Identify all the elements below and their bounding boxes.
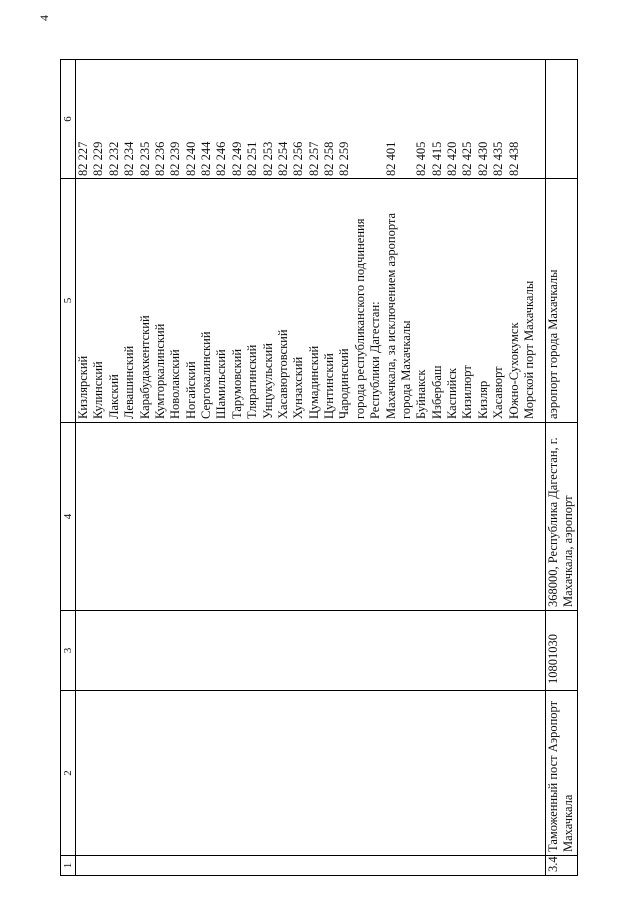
territory-list-item: Тарумовский <box>229 348 244 419</box>
page-number-container <box>20 0 60 40</box>
territory-list-item: Морской порт Махачкалы <box>521 280 536 419</box>
code-list-item: 82 249 <box>229 141 244 176</box>
rotated-sheet <box>60 60 608 876</box>
territory-list-item: Унцукульский <box>260 343 275 419</box>
page-number-svg <box>20 0 60 40</box>
code-list-item: 82 258 <box>322 141 336 176</box>
code-list-item: 82 251 <box>245 141 260 176</box>
territory-list-item: Левашинский <box>122 345 137 419</box>
code-list-item <box>368 63 383 176</box>
code-list-item: 82 405 <box>414 141 429 176</box>
post-oktmo <box>546 60 578 179</box>
territory-list-item: Карабудахкентский <box>137 315 152 419</box>
territory-list-item: Каспийск <box>445 368 459 419</box>
territory-list-item: Шамильский <box>214 349 229 419</box>
territory-list-item: Избербаш <box>429 365 444 419</box>
row-number: 3.4 <box>546 856 578 876</box>
code-list-item: 82 257 <box>306 141 321 176</box>
territory-list-item: Хунзахский <box>291 356 306 419</box>
territory-list-item: Кизлярский <box>76 355 90 419</box>
code-list-item: 82 259 <box>337 141 352 176</box>
header-col-4: 4 <box>61 423 76 611</box>
territory-list-item: Лакский <box>106 374 121 419</box>
code-list-item: 82 246 <box>214 141 229 176</box>
code-list-item: 82 415 <box>429 141 444 176</box>
cell-empty-4 <box>76 423 546 611</box>
territory-list-item: Махачкала, за исключением аэропорта <box>383 212 398 419</box>
code-list-item: 82 232 <box>106 141 121 176</box>
territory-list-item: Новолакский <box>168 349 183 419</box>
territory-list-cell <box>76 179 546 423</box>
territory-list-item: Тляратинский <box>245 344 260 419</box>
territory-list-item: Южно-Сухокумск <box>506 322 521 419</box>
code-list-item: 82 256 <box>291 141 306 176</box>
post-territory: аэропорт города Махачкалы <box>546 179 578 423</box>
header-col-2: 2 <box>61 691 76 856</box>
code-list-item <box>353 63 368 176</box>
territory-list-item: города республиканского подчинения <box>352 218 367 419</box>
code-list-item: 82 435 <box>491 141 506 176</box>
post-code: 10801030 <box>546 611 578 691</box>
code-list-item: 82 227 <box>76 141 90 176</box>
territory-list-item: Чародинский <box>337 348 352 419</box>
code-list-item: 82 420 <box>445 141 459 176</box>
list-row <box>76 60 546 876</box>
customs-table <box>60 59 578 876</box>
code-list-item: 82 430 <box>475 141 490 176</box>
code-list-item: 82 235 <box>137 141 152 176</box>
territory-list-item: Республики Дагестан: <box>368 301 383 419</box>
code-list-cell <box>76 60 546 179</box>
code-list-item: 82 239 <box>168 141 183 176</box>
header-col-1: 1 <box>61 856 76 876</box>
territory-list-item: Кумторкалинский <box>152 323 167 419</box>
territory-list-item: Кизилюрт <box>460 365 475 419</box>
page-number: 4 <box>37 15 51 21</box>
territory-list-item: Цумадинский <box>306 345 321 419</box>
table-row-3-4 <box>546 60 578 876</box>
code-list-item: 82 240 <box>183 141 198 176</box>
territory-list-item: Хасавюртовский <box>275 329 290 419</box>
code-list-item <box>522 63 537 176</box>
header-col-5: 5 <box>61 179 76 423</box>
header-row <box>61 60 76 876</box>
code-list-item: 82 438 <box>506 141 521 176</box>
territory-list-item: Хасавюрт <box>491 366 506 419</box>
cell-empty-1 <box>76 856 546 876</box>
territory-list-item: Сергокалинский <box>199 331 213 419</box>
territory-list-item: Буйнакск <box>414 369 429 419</box>
code-list-item: 82 425 <box>460 141 475 176</box>
code-list-item: 82 244 <box>199 141 213 176</box>
code-list-item: 82 253 <box>260 141 275 176</box>
document-table-area <box>60 60 608 876</box>
territory-list-item: Кизляр <box>475 380 490 419</box>
code-list-item: 82 229 <box>91 141 106 176</box>
code-list-item: 82 236 <box>152 141 167 176</box>
code-list-item: 82 254 <box>275 141 290 176</box>
cell-empty-3 <box>76 611 546 691</box>
territory-list-item: Цунтинский <box>322 353 336 419</box>
territory-list-item: Ногайский <box>183 361 198 419</box>
header-col-6: 6 <box>61 60 76 179</box>
code-list-item: 82 401 <box>383 141 398 176</box>
post-address: 368000, Республика Дагестан, г. Махачкала, аэропорт <box>546 423 578 611</box>
territory-list-item: Кулинский <box>91 361 106 419</box>
post-name: Таможенный пост Аэропорт Махачкала <box>546 691 578 856</box>
header-col-3: 3 <box>61 611 76 691</box>
code-list-item <box>399 63 414 176</box>
territory-list-item: города Махачкалы <box>398 320 413 419</box>
code-list-item: 82 234 <box>122 141 137 176</box>
cell-empty-2 <box>76 691 546 856</box>
